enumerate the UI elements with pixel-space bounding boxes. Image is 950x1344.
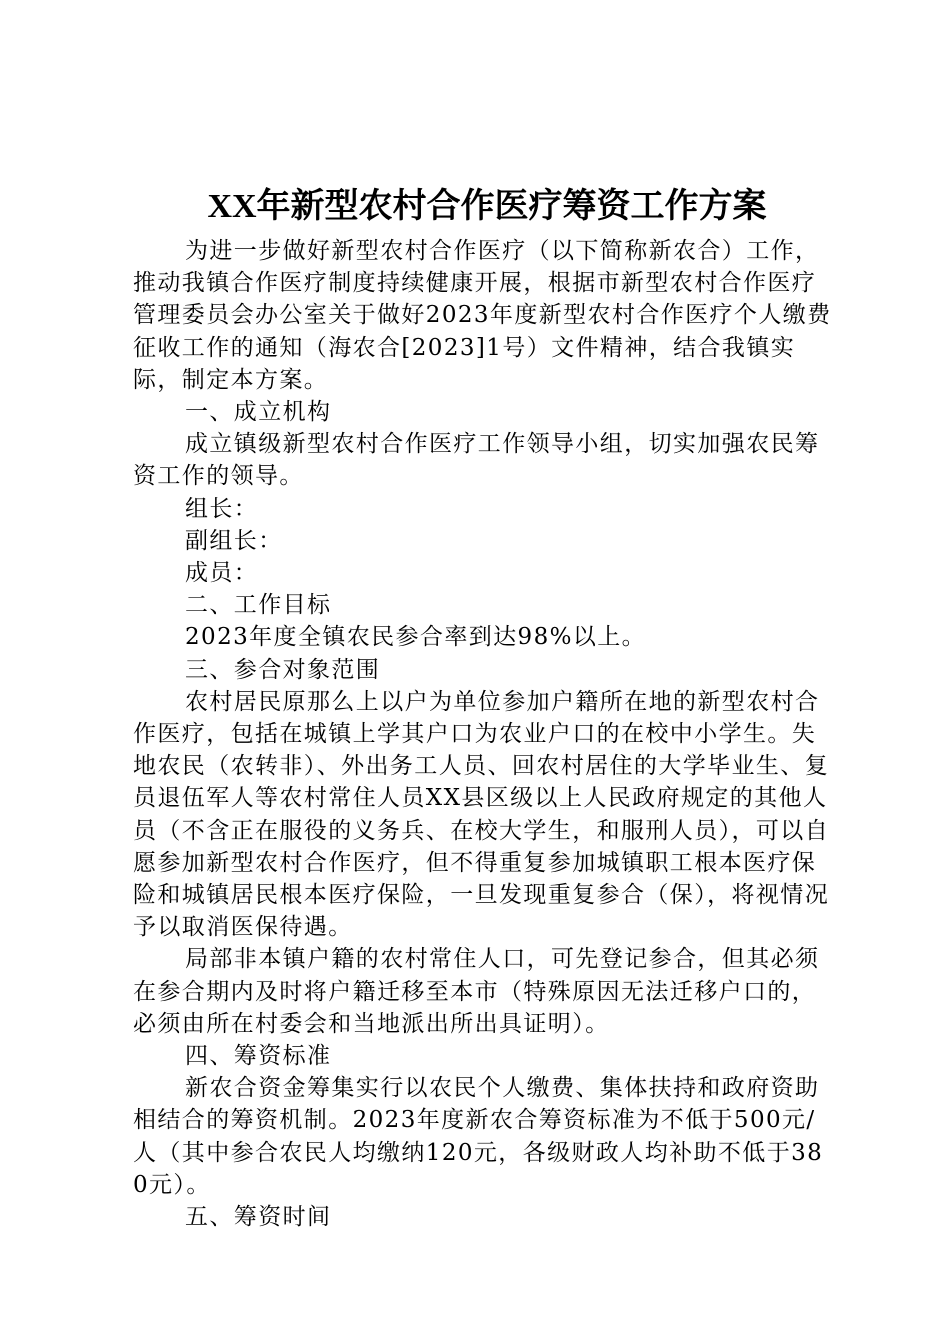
section-heading-3: 三、参合对象范围: [185, 656, 381, 683]
section-heading-1: 一、成立机构: [185, 399, 332, 426]
section-heading-5: 五、筹资时间: [185, 1204, 332, 1231]
section-2-paragraph: 2023年度全镇农民参合率到达98%以上。: [185, 624, 647, 651]
group-leader-line: 组长：: [185, 495, 259, 522]
document-page: [133, 180, 833, 1233]
section-4-paragraph: 新农合资金筹集实行以农民个人缴费、集体扶持和政府资助相结合的筹资机制。2023年度新农合筹资标准为不低于500元/人（其中参合农民人均缴纳120元，各级财政人均补助不低于380元）。: [133, 1075, 824, 1198]
title-text: 年新型农村合作医疗筹资工作方案: [256, 186, 767, 226]
deputy-leader-line: 副组长：: [185, 527, 283, 554]
members-line: 成员：: [185, 560, 259, 587]
document-title: [133, 180, 833, 233]
intro-paragraph: 为进一步做好新型农村合作医疗（以下简称新农合）工作，推动我镇合作医疗制度持续健康开展，根据市新型农村合作医疗管理委员会办公室关于做好2023年度新型农村合作医疗个人缴费征收工作的通知（海农合[2023]1号）文件精神，结合我镇实际，制定本方案。: [133, 238, 832, 393]
section-1-paragraph: 成立镇级新型农村合作医疗工作领导小组，切实加强农民筹资工作的领导。: [133, 431, 820, 490]
section-3-paragraph-2: 局部非本镇户籍的农村常住人口，可先登记参合，但其必须在参合期内及时将户籍迁移至本市（特殊原因无法迁移户口的，必须由所在村委会和当地派出所出具证明）。: [133, 946, 820, 1037]
section-heading-2: 二、工作目标: [185, 592, 332, 619]
title-prefix: XX: [207, 188, 257, 225]
section-3-paragraph-1: 农村居民原那么上以户为单位参加户籍所在地的新型农村合作医疗，包括在城镇上学其户口为农业户口的在校中小学生。失地农民（农转非）、外出务工人员、回农村居住的大学毕业生、复员退伍军人等农村常住人员XX县区级以上人民政府规定的其他人员（不含正在服役的义务兵、在校大学生，和服刑人员），可以自愿参加新型农村合作医疗，但不得重复参加城镇职工根本医疗保险和城镇居民根本医疗保险，一旦发现重复参合（保），将视情况予以取消医保待遇。: [133, 688, 830, 941]
section-heading-4: 四、筹资标准: [185, 1043, 332, 1070]
